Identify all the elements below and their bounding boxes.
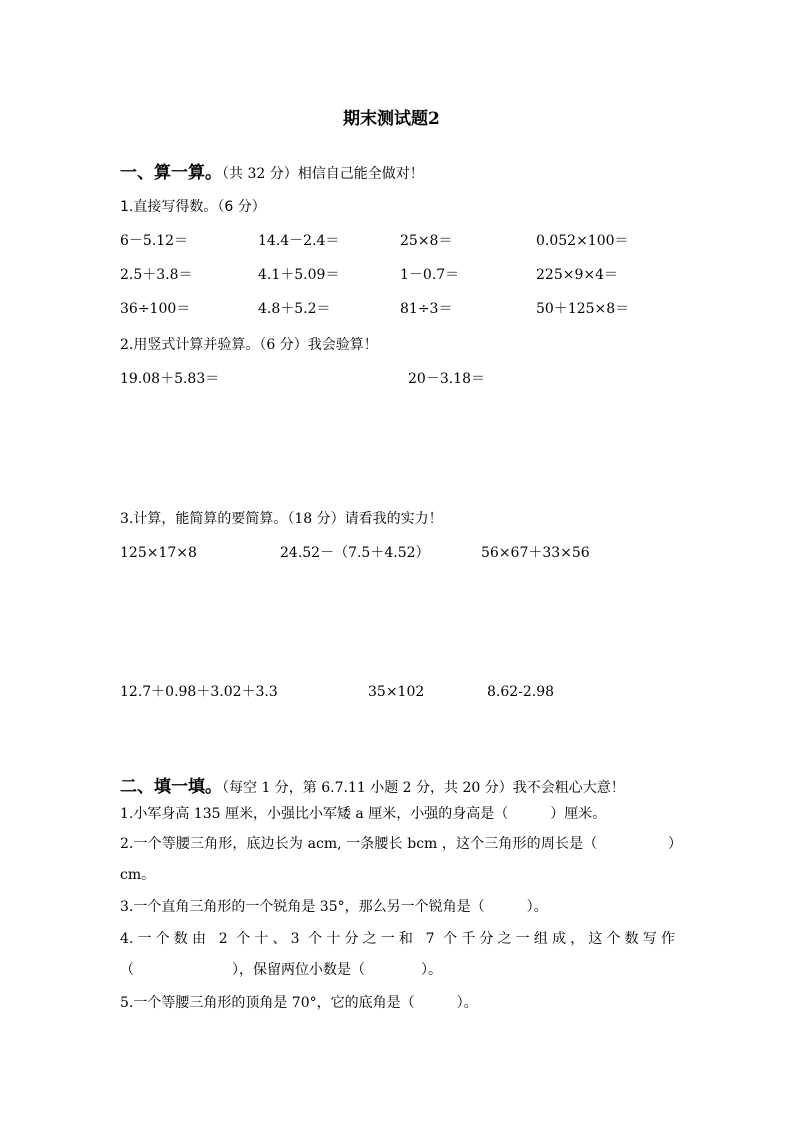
q1-cell: 36÷100＝ bbox=[120, 301, 191, 317]
q1-cell: 50＋125×8＝ bbox=[536, 301, 630, 317]
q3-item: 56×67＋33×56 bbox=[481, 545, 590, 561]
q3-item: 8.62-2.98 bbox=[487, 684, 555, 700]
section-2-heading: 二、填一填。 bbox=[120, 777, 222, 797]
q3-label: 3.计算，能简算的要简算。（18 分）请看我的实力！ bbox=[120, 511, 443, 527]
q1-cell: 6－5.12＝ bbox=[120, 233, 189, 249]
page-title: 期末测试题2 bbox=[343, 109, 440, 129]
q3-item: 125×17×8 bbox=[120, 545, 197, 561]
q1-cell: 1－0.7＝ bbox=[400, 267, 460, 283]
q1-cell: 4.8＋5.2＝ bbox=[258, 301, 331, 317]
q1-cell: 25×8＝ bbox=[400, 233, 453, 249]
q2-label: 2.用竖式计算并验算。（6 分）我会验算！ bbox=[120, 337, 378, 353]
fill-item: 1.小军身高 135 厘米，小强比小军矮 a 厘米，小强的身高是（ ）厘米。 bbox=[120, 806, 607, 822]
fill-item: 3.一个直角三角形的一个锐角是 35°，那么另一个锐角是（ ）。 bbox=[120, 899, 548, 915]
q1-cell: 81÷3＝ bbox=[400, 301, 453, 317]
section-2-heading-line bbox=[120, 772, 625, 797]
fill-item: 5.一个等腰三角形的顶角是 70°，它的底角是（ ）。 bbox=[120, 995, 478, 1011]
q1-cell: 2.5＋3.8＝ bbox=[120, 267, 193, 283]
q1-label: 1.直接写得数。（6 分） bbox=[120, 199, 266, 215]
q3-item: 35×102 bbox=[368, 684, 425, 700]
q1-cell: 14.4－2.4＝ bbox=[258, 233, 340, 249]
q1-cell: 0.052×100＝ bbox=[536, 233, 629, 249]
section-1-heading: 一、算一算。 bbox=[120, 163, 222, 183]
q1-cell: 4.1＋5.09＝ bbox=[258, 267, 340, 283]
q3-item: 24.52－（7.5＋4.52） bbox=[280, 545, 430, 561]
fill-item: 4.一个数由 2 个十、3 个十分之一和 7 个千分之一组成，这个数写作（ ），保留两位小数是（ ）。 bbox=[120, 931, 675, 978]
q1-cell: 225×9×4＝ bbox=[536, 267, 618, 283]
q2-item: 19.08＋5.83＝ bbox=[120, 371, 220, 387]
q2-item: 20－3.18＝ bbox=[408, 371, 485, 387]
fill-item: 2.一个等腰三角形，底边长为 acm, 一条腰长 bcm ，这个三角形的周长是（ ）cm。 bbox=[120, 836, 675, 883]
section-1-heading-line bbox=[120, 158, 424, 183]
section-2-note: （每空 1 分，第 6.7.11 小题 2 分，共 20 分）我不会粗心大意！ bbox=[222, 780, 625, 796]
q3-item: 12.7＋0.98＋3.02＋3.3 bbox=[120, 684, 278, 700]
section-1-note: （共 32 分）相信自己能全做对！ bbox=[222, 166, 424, 182]
